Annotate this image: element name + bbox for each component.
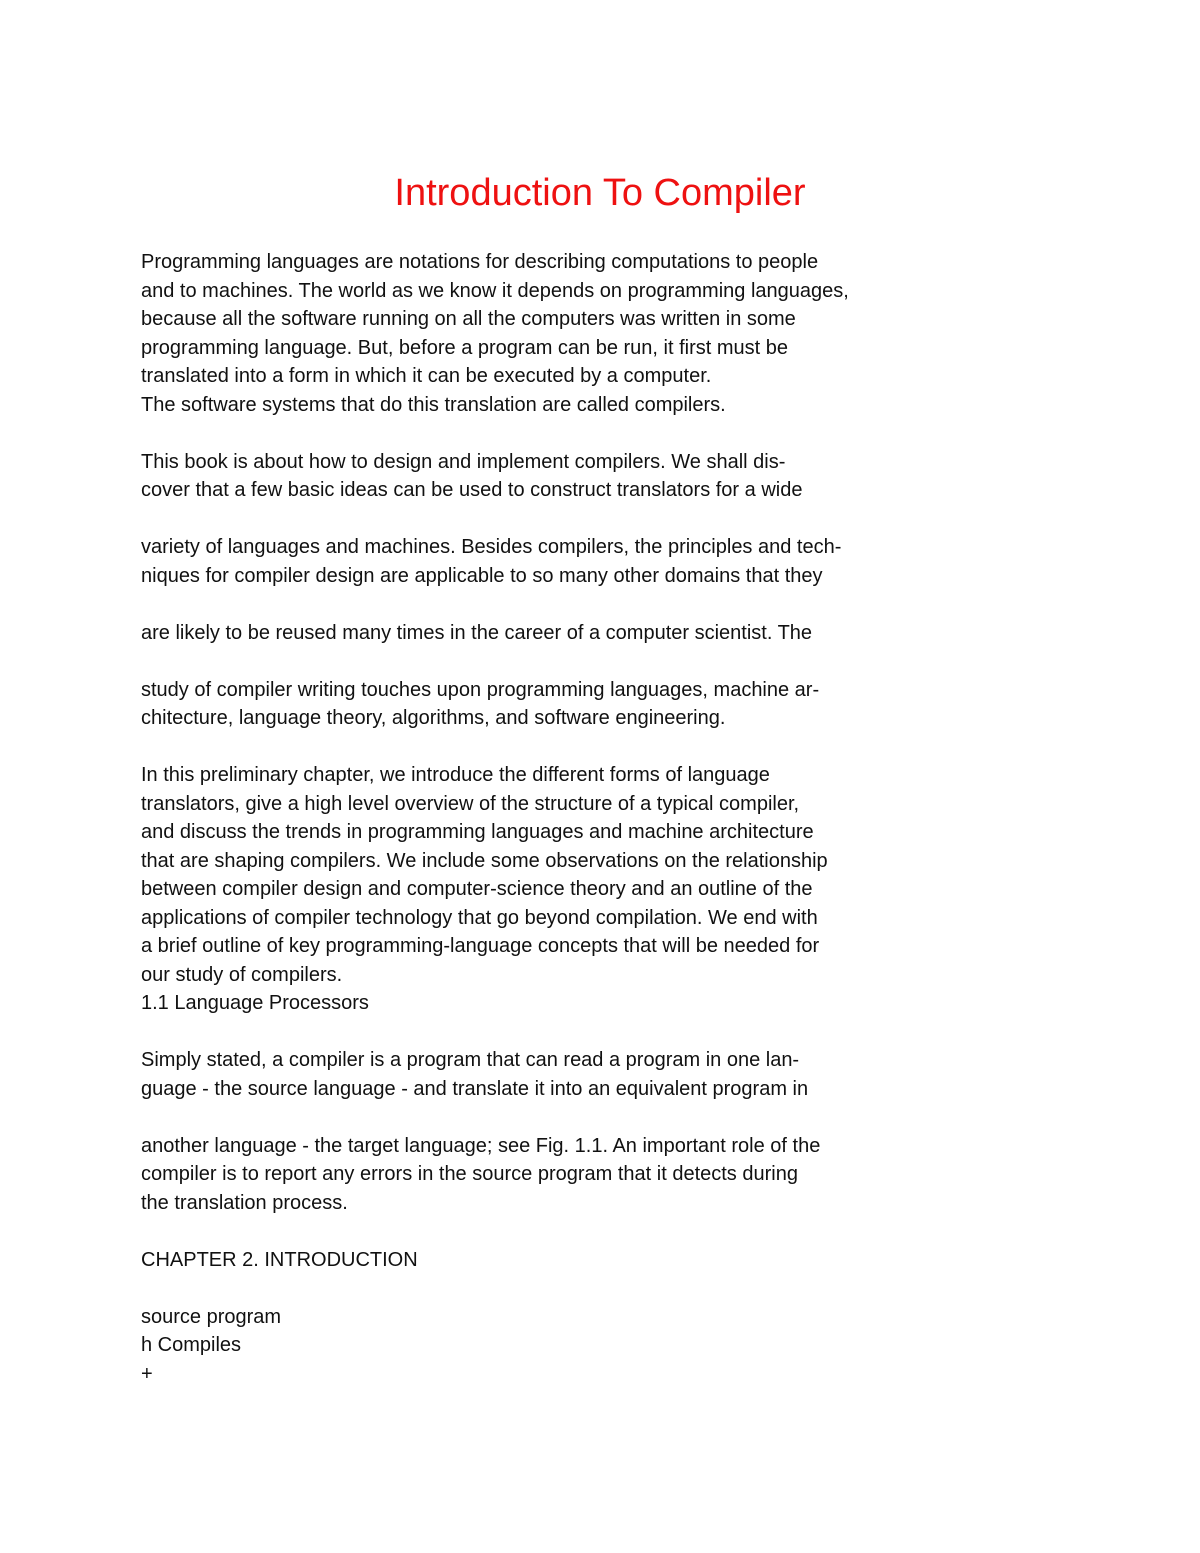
body-line: translated into a form in which it can be executed by a computer. xyxy=(141,365,712,387)
body-line: source program xyxy=(141,1305,282,1328)
blank-line xyxy=(141,1217,1041,1246)
body-line: guage - the source language - and translate it into an equivalent program in xyxy=(141,1077,809,1100)
body-line: our study of compilers. xyxy=(141,963,343,986)
body-line: CHAPTER 2. INTRODUCTION xyxy=(141,1248,418,1271)
blank-line xyxy=(141,419,1041,448)
body-line: a brief outline of key programming-language concepts that will be needed for xyxy=(141,935,820,957)
body-line: translators, give a high level overview of the structure of a typical compiler, xyxy=(141,792,800,815)
body-line: variety of languages and machines. Besides compilers, the principles and tech- xyxy=(141,536,842,558)
body-line: because all the software running on all the computers was written in some xyxy=(141,308,796,330)
body-line: that are shaping compilers. We include some observations on the relationship xyxy=(141,849,828,872)
blank-line xyxy=(141,1274,1041,1303)
body-line: and discuss the trends in programming languages and machine architecture xyxy=(141,821,814,843)
body-line: + xyxy=(141,1362,153,1385)
body-line: are likely to be reused many times in the career of a computer scientist. The xyxy=(141,621,813,644)
body-line: cover that a few basic ideas can be used to construct translators for a wide xyxy=(141,479,803,501)
body-line: In this preliminary chapter, we introduce the different forms of language xyxy=(141,764,770,786)
body-line: study of compiler writing touches upon programming languages, machine ar- xyxy=(141,678,820,701)
blank-line xyxy=(141,733,1041,762)
body-line: h Compiles xyxy=(141,1334,242,1356)
document-body xyxy=(141,248,1041,1388)
document-title: Introduction To Compiler xyxy=(394,172,806,214)
body-line: between compiler design and computer-science theory and an outline of the xyxy=(141,878,813,900)
body-line: programming language. But, before a program can be run, it first must be xyxy=(141,336,789,359)
blank-line xyxy=(141,590,1041,619)
blank-line xyxy=(141,505,1041,534)
body-line: another language - the target language; see Fig. 1.1. An important role of the xyxy=(141,1134,821,1157)
body-line: compiler is to report any errors in the source program that it detects during xyxy=(141,1163,798,1185)
body-line: The software systems that do this translation are called compilers. xyxy=(141,393,726,416)
body-line: niques for compiler design are applicable to so many other domains that they xyxy=(141,564,823,587)
body-line: chitecture, language theory, algorithms, and software engineering. xyxy=(141,707,726,729)
body-line: Programming languages are notations for describing computations to people xyxy=(141,251,819,273)
body-line: applications of compiler technology that go beyond compilation. We end with xyxy=(141,906,818,929)
body-line: This book is about how to design and implement compilers. We shall dis- xyxy=(141,450,786,473)
blank-line xyxy=(141,1103,1041,1132)
body-line: Simply stated, a compiler is a program that can read a program in one lan- xyxy=(141,1049,800,1071)
body-line: the translation process. xyxy=(141,1191,348,1214)
body-line: and to machines. The world as we know it depends on programming languages, xyxy=(141,279,849,302)
blank-line xyxy=(141,1018,1041,1047)
body-line: 1.1 Language Processors xyxy=(141,992,369,1014)
blank-line xyxy=(141,647,1041,676)
